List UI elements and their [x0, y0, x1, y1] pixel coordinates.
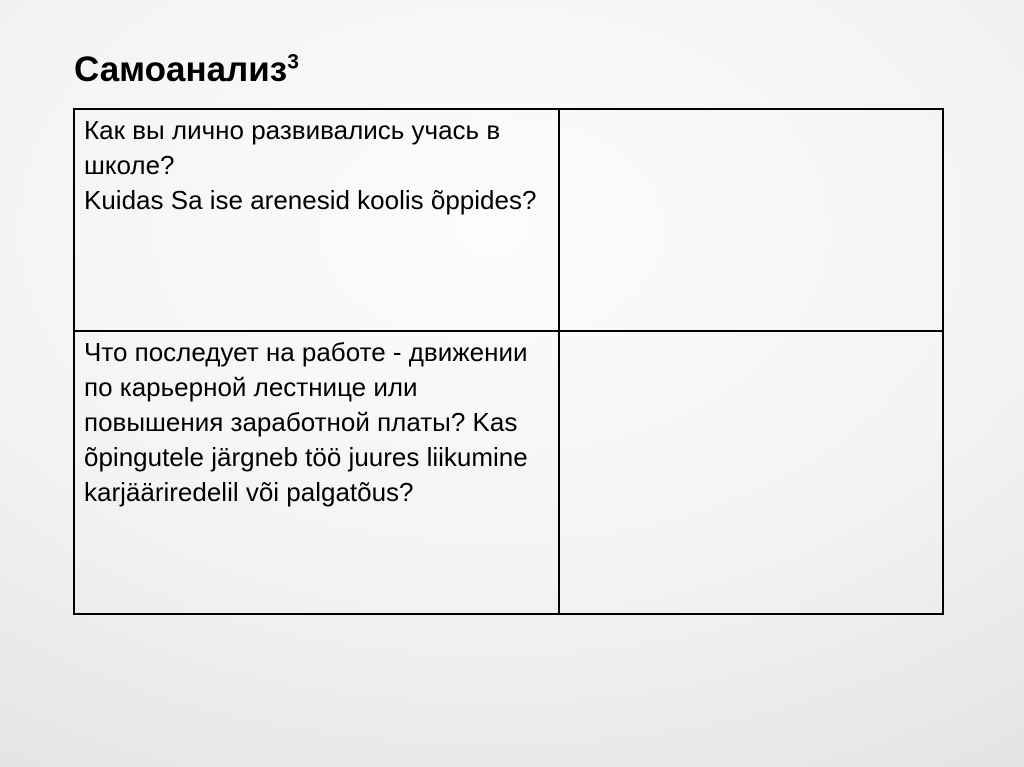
table-row-1 [74, 109, 943, 331]
page-title [74, 49, 299, 91]
question-2-text: Что последует на работе - движении по карьерной лестнице или повышения заработной платы? Kas õpingutele järgneb töö juures liikumine karjääriredelil või palgatõus? [84, 337, 528, 507]
page-title-superscript: 3 [287, 50, 299, 74]
question-1-russian-text: Как вы лично развивались учась в школе? [84, 115, 501, 180]
answer-cell-1 [559, 109, 943, 331]
question-1-estonian-text: Kuidas Sa ise arenesid koolis õppides? [84, 185, 537, 215]
table-row-2 [74, 331, 943, 614]
answer-cell-2 [559, 331, 943, 614]
questions-table [73, 108, 944, 615]
question-cell-1 [74, 109, 559, 331]
page-title-text: Самоанализ [74, 50, 288, 89]
question-cell-2 [74, 331, 559, 614]
